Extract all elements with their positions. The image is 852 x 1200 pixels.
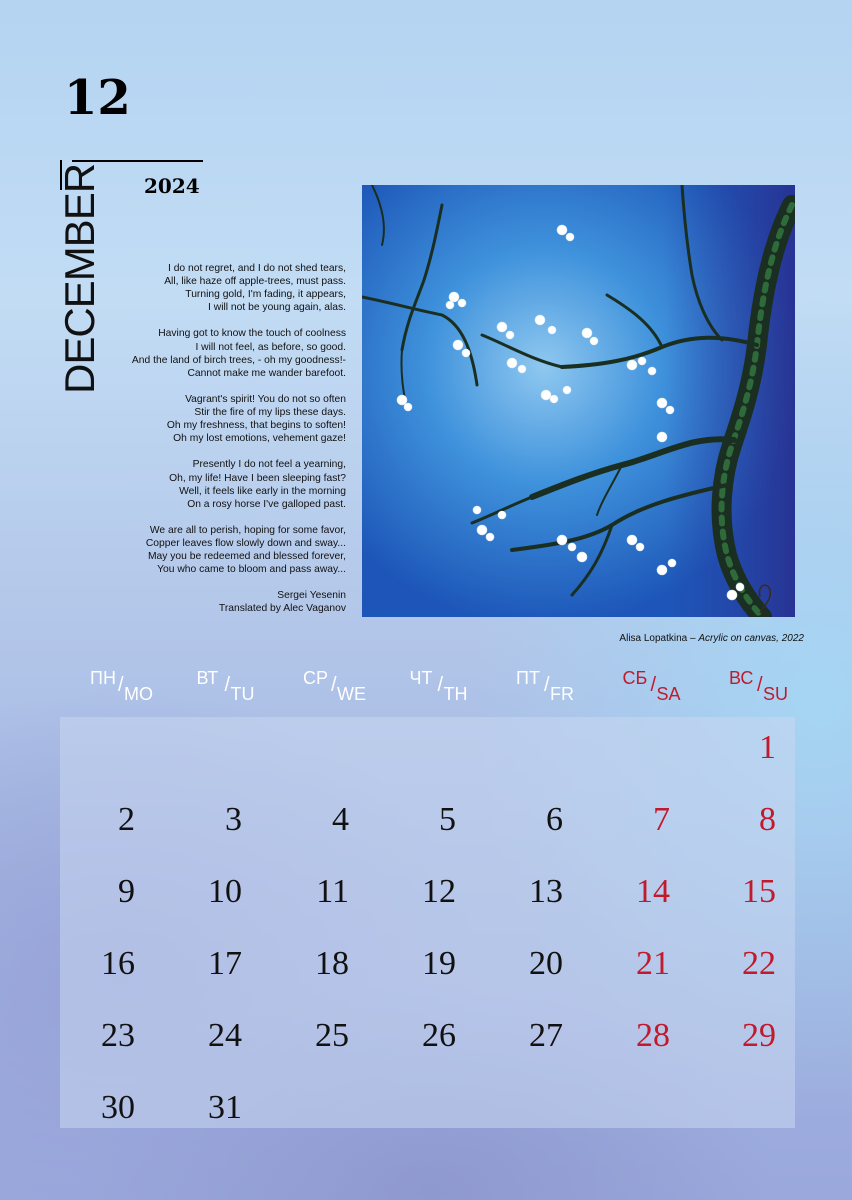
weekday-en: MO	[124, 684, 153, 704]
calendar-day: 9	[118, 873, 135, 910]
calendar-day: 30	[101, 1089, 135, 1126]
calendar-day: 14	[636, 873, 670, 910]
poem-line: I will not feel, as before, so good.	[195, 341, 346, 353]
poem-line: You who came to bloom and pass away...	[157, 564, 346, 576]
calendar-day: 21	[636, 945, 670, 982]
month-name: DECEMBER	[56, 163, 103, 394]
weekday-header	[707, 664, 813, 714]
weekday-header	[601, 664, 707, 714]
poem-line: On a rosy horse I've galloped past.	[187, 498, 346, 510]
poem-line: I will not be young again, alas.	[208, 302, 346, 314]
poem-line: May you be redeemed and blessed forever,	[147, 551, 346, 563]
calendar-day: 12	[422, 873, 456, 910]
calendar-day: 1	[759, 729, 776, 766]
calendar-day: 25	[315, 1017, 349, 1054]
calendar-day: 8	[759, 801, 776, 838]
poem-author: Sergei Yesenin	[277, 590, 346, 602]
weekday-header	[175, 664, 281, 714]
year: 2024	[144, 174, 200, 198]
poem-stanza	[110, 458, 346, 510]
poem-line: Vagrant's spirit! You do not so often	[185, 393, 346, 405]
calendar-day: 7	[653, 801, 670, 838]
calendar-day: 31	[208, 1089, 242, 1126]
poem-line: I do not regret, and I do not shed tears,	[167, 263, 346, 274]
weekday-header-row	[68, 664, 810, 714]
poem-line: Well, it feels like early in the morning	[179, 485, 346, 497]
weekday-header	[494, 664, 600, 714]
painting-caption	[619, 633, 804, 644]
weekday-header	[281, 664, 387, 714]
poem-line: Presently I do not feel a yearning,	[192, 459, 346, 471]
poem-line: Cannot make me wander barefoot.	[187, 367, 346, 379]
weekday-ru: ПН	[90, 668, 116, 688]
weekday-ru: СБ	[622, 668, 648, 688]
weekday-en: TH	[443, 684, 468, 704]
weekday-ru: ВС	[729, 668, 754, 688]
weekday-ru: ПТ	[516, 668, 540, 688]
caption-dash: –	[687, 633, 699, 644]
weekday-en: FR	[550, 684, 574, 704]
calendar-day: 10	[208, 873, 242, 910]
weekday-ru: ВТ	[196, 668, 219, 688]
painting-medium: Acrylic on canvas, 2022	[698, 633, 804, 644]
poem-line: Copper leaves flow slowly down and sway...	[145, 537, 346, 549]
calendar-day: 3	[225, 801, 242, 838]
weekday-en: WE	[337, 684, 366, 704]
calendar-day: 28	[636, 1017, 670, 1054]
calendar-day: 20	[529, 945, 563, 982]
weekday-separator: /	[437, 674, 444, 696]
month-number: 12	[64, 70, 131, 126]
weekday-separator: /	[224, 674, 231, 696]
poem-credits	[110, 589, 346, 615]
calendar-day: 24	[208, 1017, 242, 1054]
poem-line: Turning gold, I'm fading, it appears,	[185, 289, 346, 301]
poem-stanza	[110, 393, 346, 445]
calendar-day: 17	[208, 945, 242, 982]
poem-stanza	[110, 524, 346, 576]
header-horizontal-rule	[72, 160, 203, 162]
poem-stanza	[110, 327, 346, 379]
calendar-day: 29	[742, 1017, 776, 1054]
poem-line: Oh my lost emotions, vehement gaze!	[173, 433, 346, 445]
weekday-en: SA	[656, 684, 681, 704]
calendar-day: 16	[101, 945, 135, 982]
calendar-day: 4	[332, 801, 349, 838]
poem-line: Having got to know the touch of coolness	[158, 328, 346, 340]
calendar-day: 11	[316, 873, 349, 910]
poem-stanza	[110, 262, 346, 314]
poem-translator: Translated by Alec Vaganov	[218, 603, 346, 615]
calendar-day: 26	[422, 1017, 456, 1054]
weekday-en: TU	[230, 684, 255, 704]
calendar-day: 6	[546, 801, 563, 838]
weekday-ru: СР	[303, 668, 329, 688]
poem-line: And the land of birch trees, - oh my goodness!-	[131, 354, 346, 366]
calendar-grid	[60, 717, 795, 1128]
weekday-separator: /	[650, 674, 657, 696]
calendar-day: 19	[422, 945, 456, 982]
poem-line: Stir the fire of my lips these days.	[194, 407, 346, 419]
poem-line: Oh, my life! Have I been sleeping fast?	[169, 472, 346, 484]
calendar-day: 18	[315, 945, 349, 982]
calendar-day: 5	[439, 801, 456, 838]
calendar-day: 22	[742, 945, 776, 982]
weekday-header	[68, 664, 174, 714]
calendar-day: 27	[529, 1017, 563, 1054]
poem-line: Oh my freshness, that begins to soften!	[166, 420, 346, 432]
poem	[110, 262, 346, 616]
poem-line: All, like haze off apple-trees, must pass.	[164, 276, 346, 288]
weekday-separator: /	[544, 674, 550, 696]
weekday-ru: ЧТ	[409, 668, 433, 688]
poem-line: We are all to perish, hoping for some favor,	[149, 524, 346, 536]
weekday-en: SU	[763, 684, 789, 704]
weekday-separator: /	[331, 674, 337, 696]
calendar-day: 15	[742, 873, 776, 910]
painting-artist: Alisa Lopatkina	[619, 633, 688, 644]
weekday-separator: /	[757, 674, 763, 696]
weekday-separator: /	[118, 674, 124, 696]
calendar-day: 23	[101, 1017, 135, 1054]
weekday-header	[388, 664, 494, 714]
calendar-day: 2	[118, 801, 135, 838]
painting-blossom-branches	[362, 185, 795, 617]
calendar-day: 13	[529, 873, 563, 910]
